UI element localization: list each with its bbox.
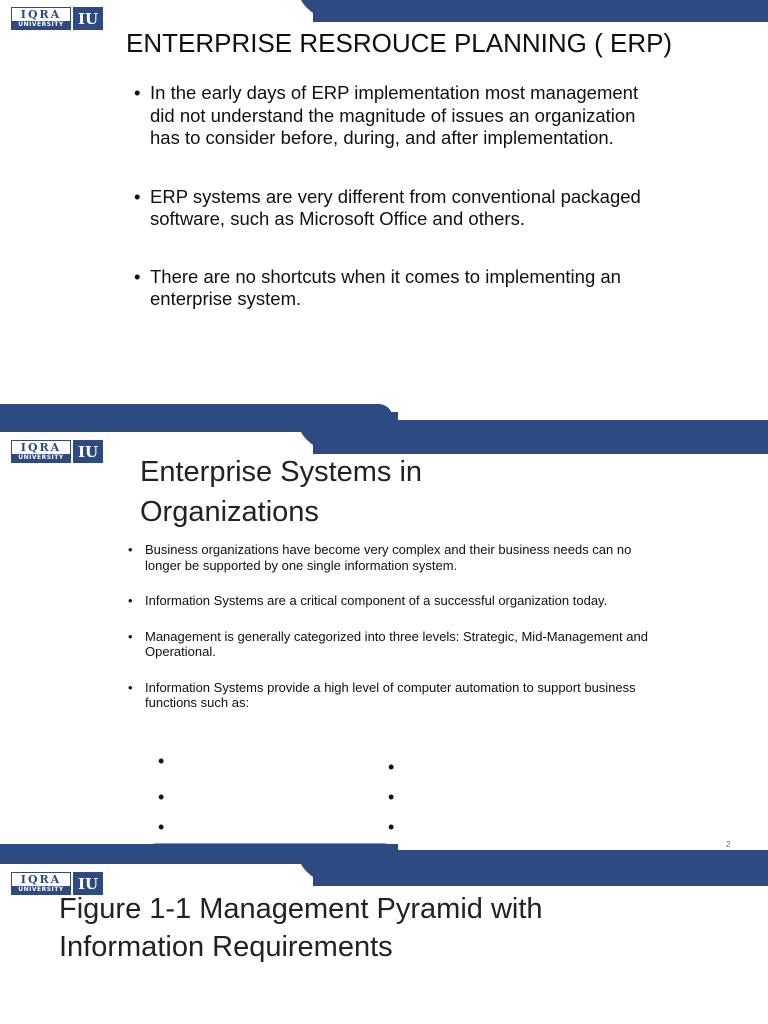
title-line: Enterprise Systems in xyxy=(140,456,423,488)
list-item: • In the early days of ERP implementation most management did not understand the magnitude of issues an organization has to consider before, during, and after implementation. xyxy=(132,82,652,150)
list-item: • Information Systems are a critical component of a successful organization today. xyxy=(128,593,648,609)
logo-text: IQRA xyxy=(20,7,62,21)
list-item: • ERP systems are very different from conventional packaged software, such as Microsoft Office and others. xyxy=(132,186,652,231)
sub-bullet: • xyxy=(388,757,395,777)
title-line: Organizations xyxy=(140,496,319,528)
sub-bullet: • xyxy=(388,787,395,807)
logo-mark: IU xyxy=(73,872,103,895)
logo-text: IQRA xyxy=(20,872,62,886)
slide-2 xyxy=(0,432,768,864)
logo-subtext: UNIVERSITY xyxy=(12,21,70,29)
sub-bullet: • xyxy=(158,817,165,837)
bullet-list xyxy=(128,542,648,711)
footer-band xyxy=(0,420,768,432)
iqra-logo xyxy=(11,440,103,463)
list-item: • Management is generally categorized into three levels: Strategic, Mid-Management and Operational. xyxy=(128,629,648,660)
header-band xyxy=(313,432,768,454)
logo-mark: IU xyxy=(73,7,103,30)
header-band xyxy=(313,0,768,22)
list-item: • There are no shortcuts when it comes to implementing an enterprise system. xyxy=(132,266,652,311)
logo-text: IQRA xyxy=(20,440,62,454)
list-item: • Information Systems provide a high level of computer automation to support business functions such as: xyxy=(128,680,648,711)
sub-bullet: • xyxy=(388,817,395,837)
logo-subtext: UNIVERSITY xyxy=(12,886,70,894)
logo-mark: IU xyxy=(73,440,103,463)
footer-band xyxy=(0,850,768,864)
slide-1 xyxy=(0,0,768,432)
slide-title xyxy=(59,890,543,966)
page-number: 2 xyxy=(726,840,731,849)
title-line: Information Requirements xyxy=(59,931,393,963)
bullet-list xyxy=(132,82,652,311)
sub-bullet: • xyxy=(158,787,165,807)
list-item: • Business organizations have become very complex and their business needs can no longer be supported by one single information system. xyxy=(128,542,648,573)
logo-subtext: UNIVERSITY xyxy=(12,454,70,462)
header-band xyxy=(313,864,768,886)
iqra-logo xyxy=(11,7,103,30)
slide-title: ENTERPRISE RESROUCE PLANNING ( ERP) xyxy=(126,28,673,58)
slide-title xyxy=(140,452,422,532)
slide-3 xyxy=(0,864,768,1024)
sub-bullet: • xyxy=(158,751,165,771)
title-line: Figure 1-1 Management Pyramid with xyxy=(59,893,543,925)
